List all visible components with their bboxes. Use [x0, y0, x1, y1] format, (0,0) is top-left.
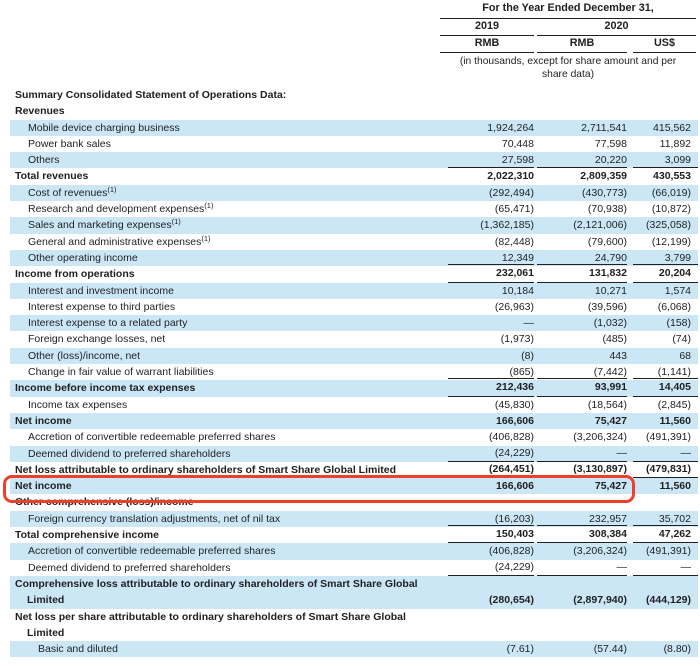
table-row [10, 446, 698, 462]
cell-2019-rmb: (406,828) [489, 431, 534, 444]
cell-2020-usd: (1,141) [657, 366, 691, 379]
cell-2020-rmb: 232,957 [589, 512, 627, 525]
currency-rmb-2019-header: RMB [440, 37, 534, 53]
table-row [10, 185, 698, 201]
cell-2020-usd: (444,129) [646, 594, 691, 607]
cell-2019-rmb: (8) [521, 349, 534, 362]
table-row [10, 560, 698, 576]
row-label: Income before income tax expenses [15, 382, 196, 395]
cell-2019-rmb: 10,184 [501, 284, 534, 297]
cell-2020-usd: (158) [666, 317, 691, 330]
cell-2020-rmb: 308,384 [534, 525, 627, 543]
row-label: Total revenues [15, 170, 89, 183]
table-row [10, 152, 698, 168]
row-label: Total comprehensive income [15, 529, 159, 542]
cell-2019-rmb: 166,606 [496, 480, 534, 493]
table-row [10, 348, 698, 364]
table-row [10, 315, 698, 331]
row-label: Interest expense to third parties [28, 300, 176, 313]
table-row [10, 429, 698, 445]
row-label: Research and development expenses$^{(1)}$ [28, 201, 214, 216]
cell-2019-rmb: (292,494) [489, 186, 534, 199]
cell-2019-rmb: (1,362,185) [480, 219, 534, 232]
cell-2020-usd: 415,562 [653, 121, 691, 134]
cell-2020-rmb: 2,711,541 [581, 121, 627, 134]
row-label: Accretion of convertible redeemable preferred shares [28, 545, 276, 558]
table-row [10, 494, 698, 510]
row-label: Income from operations [15, 268, 135, 281]
cell-2020-rmb: — [534, 559, 627, 576]
table-row [10, 543, 698, 559]
cell-2020-rmb: 75,427 [594, 414, 627, 427]
cell-2020-rmb: 2,809,359 [534, 167, 627, 184]
currency-header-row [440, 37, 696, 53]
cell-2020-rmb: 10,271 [594, 284, 627, 297]
row-label: Mobile device charging business [28, 121, 180, 134]
cell-2019-rmb: (406,828) [489, 545, 534, 558]
row-label: Deemed dividend to preferred shareholders [28, 561, 231, 574]
period-header: For the Year Ended December 31, [440, 2, 696, 19]
cell-2019-rmb: 232,061 [440, 264, 534, 282]
cell-2019-rmb: (26,963) [494, 300, 534, 313]
cell-2020-rmb: (2,897,940) [573, 594, 627, 607]
table-row [10, 266, 698, 282]
row-label: Comprehensive loss attributable to ordinary shareholders of Smart Share Global Limited [15, 577, 418, 607]
row-label: Revenues [15, 105, 65, 118]
table-row [10, 283, 698, 299]
cell-2019-rmb: (1,973) [500, 333, 534, 346]
cell-2020-rmb: 20,220 [594, 154, 627, 167]
cell-2020-usd: (74) [672, 333, 691, 346]
cell-2019-rmb: (82,448) [494, 235, 534, 248]
table-row [10, 576, 698, 609]
cell-2019-rmb: (16,203) [494, 512, 534, 525]
cell-2020-usd: 3,099 [664, 154, 691, 167]
cell-2020-usd: (479,831) [627, 461, 698, 478]
cell-2020-usd: (8.80) [663, 643, 691, 656]
row-label: Net income [15, 480, 72, 493]
cell-2019-rmb: — [523, 317, 534, 330]
cell-2019-rmb: 150,403 [440, 525, 534, 543]
year-2020-header: 2020 [537, 20, 696, 36]
cell-2020-usd: 11,892 [659, 137, 691, 150]
cell-2020-usd: — [627, 559, 698, 576]
cell-2020-usd: 11,560 [659, 480, 691, 493]
cell-2020-usd: (10,872) [651, 203, 691, 216]
table-row [10, 87, 698, 103]
cell-2020-usd: 11,560 [659, 414, 691, 427]
row-label: Power bank sales [28, 137, 111, 150]
table-row [10, 380, 698, 396]
row-label: Basic and diluted [38, 643, 118, 656]
cell-2020-usd: (325,058) [646, 219, 691, 232]
cell-2020-rmb: 77,598 [594, 137, 627, 150]
row-label: Deemed dividend to preferred shareholders [28, 447, 231, 460]
cell-2020-rmb: — [534, 445, 627, 462]
cell-2020-rmb: (3,206,324) [573, 431, 627, 444]
table-row [10, 217, 698, 233]
cell-2020-rmb: 75,427 [594, 480, 627, 493]
cell-2020-rmb: (7,442) [593, 366, 627, 379]
year-header-row [440, 20, 696, 36]
cell-2020-usd: (66,019) [651, 186, 691, 199]
cell-2020-rmb: 93,991 [534, 378, 627, 396]
table-row [10, 331, 698, 347]
cell-2019-rmb: (24,229) [440, 559, 534, 576]
cell-2019-rmb: 12,349 [501, 251, 534, 264]
cell-2020-usd: 20,204 [627, 264, 698, 282]
cell-2019-rmb: (24,229) [440, 445, 534, 462]
cell-2020-rmb: (70,938) [587, 203, 627, 216]
cell-2020-usd: (2,845) [657, 398, 691, 411]
row-label: Sales and marketing expenses$^{(1)}$ [28, 217, 181, 232]
row-label: Cost of revenues$^{(1)}$ [28, 184, 117, 199]
table-row [10, 168, 698, 184]
year-2019-header: 2019 [440, 20, 534, 36]
table-row [10, 120, 698, 136]
row-label: Summary Consolidated Statement of Operations Data: [15, 89, 287, 101]
cell-2020-usd: 14,405 [627, 378, 698, 396]
row-label: Foreign exchange losses, net [28, 333, 166, 346]
cell-2020-rmb: (79,600) [587, 235, 627, 248]
row-label: Change in fair value of warrant liabilities [28, 366, 214, 379]
table-row [10, 527, 698, 543]
row-label: Other comprehensive (loss)/income [15, 496, 194, 509]
cell-2019-rmb: (865) [509, 366, 534, 379]
table-row [10, 462, 698, 478]
cell-2019-rmb: (7.61) [506, 643, 534, 656]
cell-2020-usd: 68 [679, 349, 691, 362]
cell-2020-usd: (491,391) [646, 545, 691, 558]
cell-2020-usd: 430,553 [627, 167, 698, 184]
table-row [10, 201, 698, 217]
cell-2020-rmb: (18,564) [587, 398, 627, 411]
row-label: Net loss per share attributable to ordinary shareholders of Smart Share Global Limited [15, 610, 406, 639]
table-row [10, 609, 698, 642]
table-row [10, 397, 698, 413]
cell-2019-rmb: 1,924,264 [487, 121, 534, 134]
cell-2020-rmb: (430,773) [582, 186, 627, 199]
table-row [10, 478, 698, 494]
cell-2019-rmb: (65,471) [494, 203, 534, 216]
row-label: Interest and investment income [28, 284, 174, 297]
cell-2020-rmb: 443 [609, 349, 627, 362]
row-label: Interest expense to a related party [28, 317, 188, 330]
table-row [10, 299, 698, 315]
table-row [10, 234, 698, 250]
currency-rmb-2020-header: RMB [537, 37, 627, 53]
row-label: Other (loss)/income, net [28, 349, 141, 362]
currency-usd-header: US$ [633, 37, 696, 53]
row-label: Net loss attributable to ordinary shareholders of Smart Share Global Limited [15, 463, 396, 476]
cell-2020-usd: (491,391) [646, 431, 691, 444]
cell-2019-rmb: 70,448 [501, 137, 534, 150]
units-note: (in thousands, except for share amount and per share data) [459, 56, 677, 80]
row-label: Accretion of convertible redeemable preferred shares [28, 431, 276, 444]
cell-2020-rmb: (39,596) [587, 300, 627, 313]
row-label: General and administrative expenses$^{(1)}$ [28, 233, 211, 248]
row-label: Net income [15, 414, 72, 427]
cell-2020-rmb: 24,790 [594, 251, 627, 264]
row-label: Income tax expenses [28, 398, 128, 411]
cell-2020-usd: 47,262 [627, 525, 698, 543]
cell-2019-rmb: 27,598 [501, 154, 534, 167]
cell-2019-rmb: (280,654) [489, 594, 534, 607]
cell-2020-usd: 1,574 [664, 284, 691, 297]
cell-2020-usd: 35,702 [658, 512, 691, 525]
cell-2019-rmb: 2,022,310 [440, 167, 534, 184]
cell-2020-usd: (6,068) [657, 300, 691, 313]
cell-2020-rmb: (485) [602, 333, 627, 346]
cell-2020-rmb: (3,130,897) [534, 461, 627, 478]
row-label: Foreign currency translation adjustments, net of nil tax [28, 512, 281, 525]
table-row [10, 641, 698, 657]
cell-2020-rmb: (57.44) [593, 643, 627, 656]
cell-2020-rmb: (3,206,324) [573, 545, 627, 558]
table-row [10, 136, 698, 152]
statement-table [10, 87, 698, 657]
cell-2020-usd: 3,799 [664, 251, 691, 264]
cell-2020-rmb: (2,121,006) [573, 219, 627, 232]
cell-2019-rmb: (45,830) [494, 398, 534, 411]
cell-2020-usd: — [627, 445, 698, 462]
cell-2019-rmb: 212,436 [440, 378, 534, 396]
cell-2020-rmb: 131,832 [534, 264, 627, 282]
cell-2019-rmb: 166,606 [496, 414, 534, 427]
cell-2019-rmb: (264,451) [440, 461, 534, 478]
cell-2020-rmb: (1,032) [593, 317, 627, 330]
cell-2020-usd: (12,199) [651, 235, 691, 248]
table-row [10, 413, 698, 429]
row-label: Other operating income [28, 251, 138, 264]
table-row [10, 103, 698, 119]
row-label: Others [28, 154, 60, 167]
